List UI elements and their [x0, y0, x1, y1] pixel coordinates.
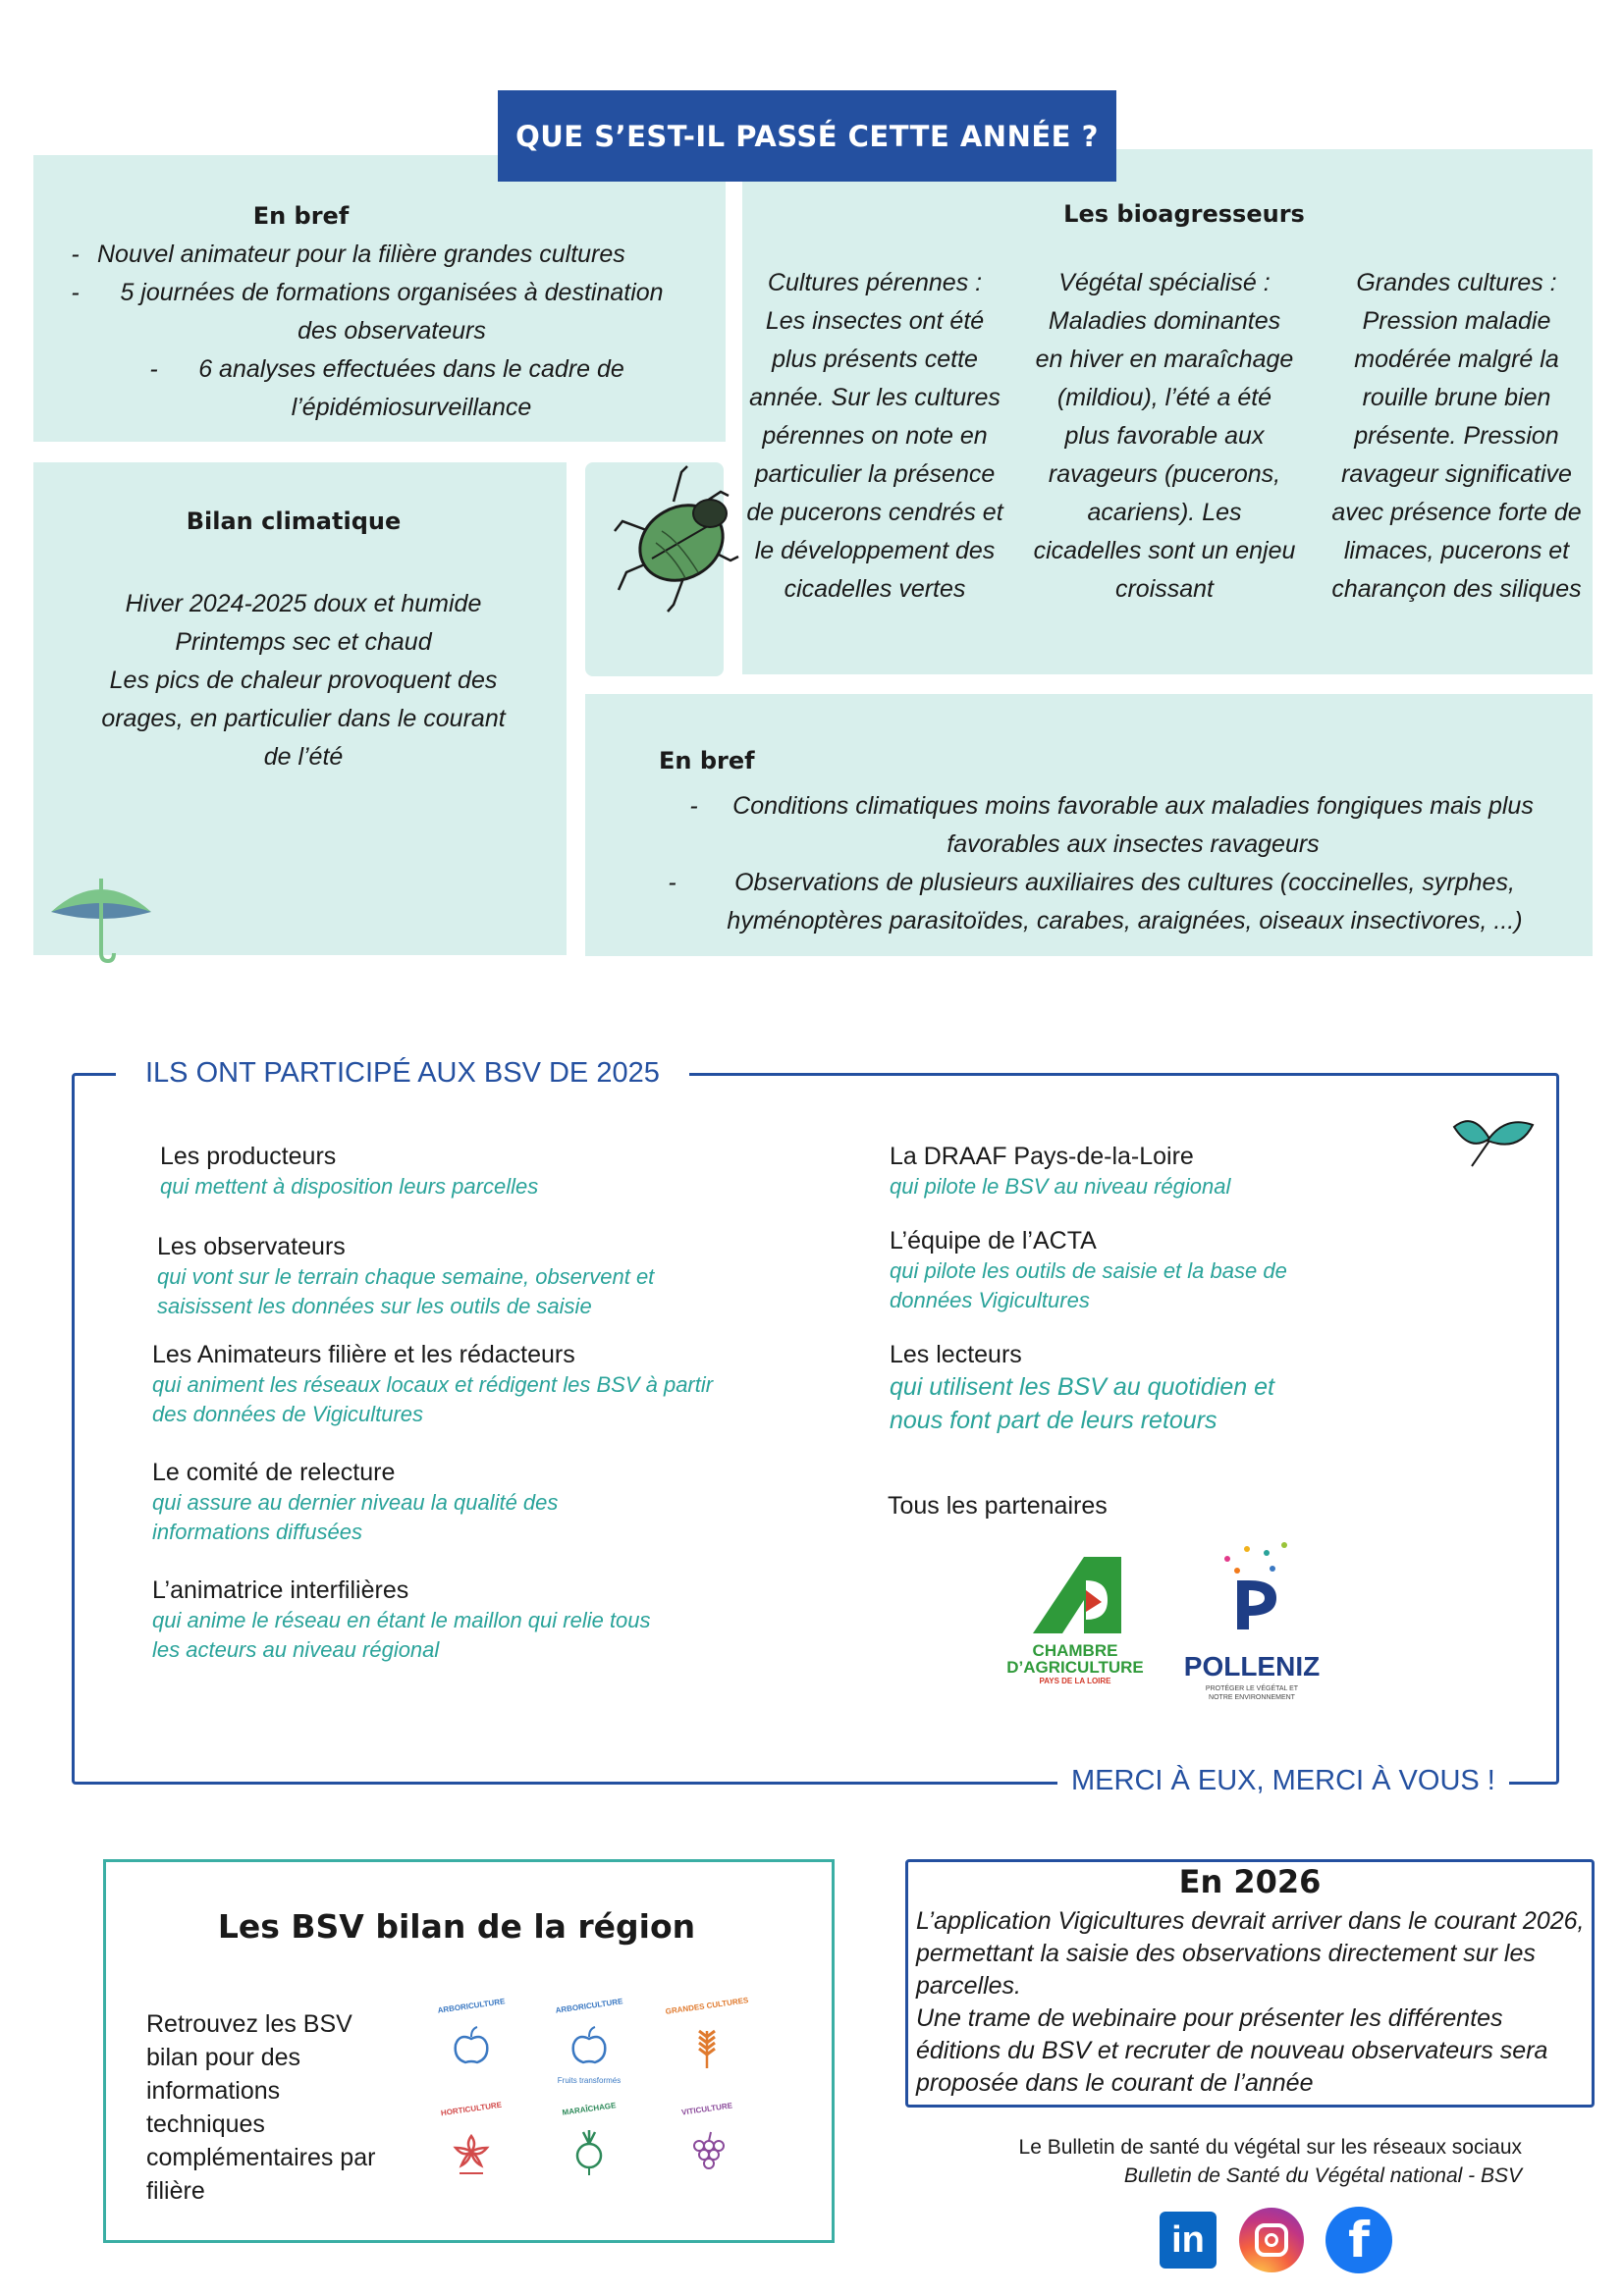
- participant-name: Le comité de relecture: [152, 1459, 396, 1486]
- grape-icon: [677, 2122, 736, 2181]
- bilan-line: Printemps sec et chaud: [175, 628, 432, 656]
- polleniz-name: POLLENIZ: [1183, 1651, 1321, 1682]
- bilan-climatique-panel: [33, 462, 567, 955]
- bsv-bilan-title: Les BSV bilan de la région: [217, 1907, 696, 1946]
- chambre-line: CHAMBRE: [1032, 1641, 1118, 1660]
- bioagresseurs-panel: [742, 149, 1593, 674]
- filiere-label: ARBORICULTURE: [437, 1997, 506, 2015]
- participant-desc: qui utilisent les BSV au quotidien et nous font part de leurs retours: [890, 1373, 1274, 1434]
- participant-name: Les lecteurs: [890, 1341, 1022, 1368]
- en-bref-top-title: En bref: [252, 202, 350, 230]
- chambre-line: D’AGRICULTURE: [1006, 1658, 1144, 1677]
- bsv-bilan-text: Retrouvez les BSV bilan pour des informations techniques complémentaires par filière: [146, 2010, 376, 2205]
- en-bref-top-panel: [33, 155, 726, 442]
- en-2026-paragraph: Une trame de webinaire pour présenter les différentes éditions du BSV et recruter de nouveau observateurs sera proposée dans le courant de l’année: [916, 2004, 1548, 2097]
- participant-name: Les Animateurs filière et les rédacteurs: [152, 1341, 575, 1368]
- filiere-horticulture-link[interactable]: [422, 2101, 520, 2189]
- participants-title: ILS ONT PARTICIPÉ AUX BSV DE 2025: [116, 1053, 689, 1093]
- en-bref-bottom-item: Observations de plusieurs auxiliaires des cultures (coccinelles, syrphes, hyménoptères parasitoïdes, carabes, araignées, oiseaux insectivores, ...): [727, 869, 1523, 934]
- page-title: QUE S’EST-IL PASSÉ CETTE ANNÉE ?: [498, 90, 1116, 182]
- filiere-label: MARAÎCHAGE: [562, 2101, 617, 2117]
- bioagresseurs-col-grandes-cultures: Grandes cultures : Pression maladie modérée malgré la rouille brune bien présente. Pression ravageur significative avec présence forte de limaces, pucerons et charançon des siliques: [1331, 269, 1582, 603]
- en-bref-bottom-item: Conditions climatiques moins favorable aux maladies fongiques mais plus favorables aux insectes ravageurs: [732, 792, 1534, 858]
- beetle-icon: [605, 462, 752, 619]
- filiere-arboriculture-link[interactable]: [422, 1998, 520, 2086]
- apple-icon: [442, 2019, 501, 2078]
- participant-name: La DRAAF Pays-de-la-Loire: [890, 1143, 1194, 1170]
- filiere-viticulture-link[interactable]: [658, 2101, 756, 2189]
- participant-desc: qui pilote le BSV au niveau régional: [890, 1174, 1231, 1199]
- umbrella-icon: [47, 875, 155, 963]
- participant-name: L’équipe de l’ACTA: [890, 1227, 1097, 1255]
- participant-desc: qui vont sur le terrain chaque semaine, observent et saisissent les données sur les outils de saisie: [157, 1264, 655, 1318]
- bilan-line: Hiver 2024-2025 doux et humide: [125, 590, 482, 617]
- en-bref-top-item: 6 analyses effectuées dans le cadre de l’épidémiosurveillance: [198, 355, 624, 421]
- flower-icon: [442, 2122, 501, 2181]
- wheat-icon: [677, 2019, 736, 2078]
- en-bref-top-item: 5 journées de formations organisées à destination des observateurs: [120, 279, 664, 345]
- beetle-panel: [585, 462, 724, 676]
- filiere-grandes-cultures-link[interactable]: [658, 1998, 756, 2086]
- filiere-label: GRANDES CULTURES: [665, 1996, 749, 2016]
- participant-name: L’animatrice interfilières: [152, 1576, 409, 1604]
- social-line-2: Bulletin de Santé du Végétal national - BSV: [1123, 2164, 1522, 2187]
- en-bref-bottom-panel: [585, 694, 1593, 956]
- participant-desc: qui mettent à disposition leurs parcelles: [160, 1174, 539, 1199]
- bioagresseurs-col-perennes: Cultures pérennes : Les insectes ont été plus présents cette année. Sur les cultures pérennes on note en particulier la présence de pucerons cendrés et le développement des cicadelles vertes: [746, 269, 1003, 603]
- polleniz-tagline: NOTRE ENVIRONNEMENT: [1209, 1694, 1295, 1701]
- leaf-icon: [1448, 1109, 1537, 1170]
- filiere-label: HORTICULTURE: [440, 2100, 503, 2118]
- bullet: -: [71, 240, 80, 268]
- linkedin-icon[interactable]: in: [1160, 2212, 1217, 2269]
- filiere-mara-chage-link[interactable]: [540, 2101, 638, 2189]
- social-line-1: Le Bulletin de santé du végétal sur les réseaux sociaux: [1018, 2136, 1522, 2159]
- participant-desc: qui pilote les outils de saisie et la base de données Vigicultures: [890, 1258, 1287, 1312]
- bullet: -: [668, 869, 676, 896]
- bilan-line: Les pics de chaleur provoquent des orages, en particulier dans le courant de l’été: [101, 667, 506, 771]
- bioagresseurs-title: Les bioagresseurs: [1063, 200, 1305, 228]
- bioagresseurs-col-vegetal: Végétal spécialisé : Maladies dominantes en hiver en maraîchage (mildiou), l’été a été plus favorable aux ravageurs (pucerons, acariens). Les cicadelles sont un enjeu croissant: [1033, 269, 1296, 603]
- participant-desc: qui animent les réseaux locaux et rédigent les BSV à partir des données de Vigicultures: [152, 1372, 714, 1426]
- facebook-icon[interactable]: f: [1325, 2207, 1392, 2273]
- filiere-label: ARBORICULTURE: [555, 1997, 623, 2015]
- filiere-arboriculture-link[interactable]: [540, 1998, 638, 2086]
- apple-icon: [560, 2019, 619, 2078]
- en-bref-top-item: Nouvel animateur pour la filière grandes cultures: [97, 240, 625, 268]
- participant-desc: qui assure au dernier niveau la qualité des informations diffusées: [152, 1490, 559, 1544]
- partners-label: Tous les partenaires: [888, 1492, 1108, 1520]
- bullet: -: [149, 355, 158, 383]
- filiere-sublabel: Fruits transformés: [557, 2076, 622, 2085]
- instagram-icon[interactable]: [1239, 2208, 1304, 2272]
- chambre-agriculture-logo: [1001, 1551, 1149, 1698]
- bullet: -: [71, 279, 80, 306]
- bullet: -: [689, 792, 698, 820]
- bilan-climatique-title: Bilan climatique: [186, 507, 402, 535]
- participant-name: Les producteurs: [160, 1143, 337, 1170]
- vegetable-icon: [560, 2122, 619, 2181]
- en-2026-paragraph: L’application Vigicultures devrait arriver dans le courant 2026, permettant la saisie des observations directement sur les parcelles.: [916, 1907, 1585, 2000]
- polleniz-logo: [1168, 1541, 1335, 1708]
- participant-desc: qui anime le réseau en étant le maillon qui relie tous les acteurs au niveau régional: [152, 1608, 651, 1662]
- en-2026-title: En 2026: [1178, 1863, 1322, 1900]
- en-bref-bottom-title: En bref: [659, 747, 755, 774]
- participants-footer: MERCI À EUX, MERCI À VOUS !: [1057, 1761, 1509, 1800]
- filiere-label: VITICULTURE: [680, 2101, 733, 2117]
- chambre-line: PAYS DE LA LOIRE: [1039, 1677, 1111, 1685]
- participant-name: Les observateurs: [157, 1233, 346, 1260]
- polleniz-tagline: PROTÉGER LE VÉGÉTAL ET: [1205, 1685, 1299, 1692]
